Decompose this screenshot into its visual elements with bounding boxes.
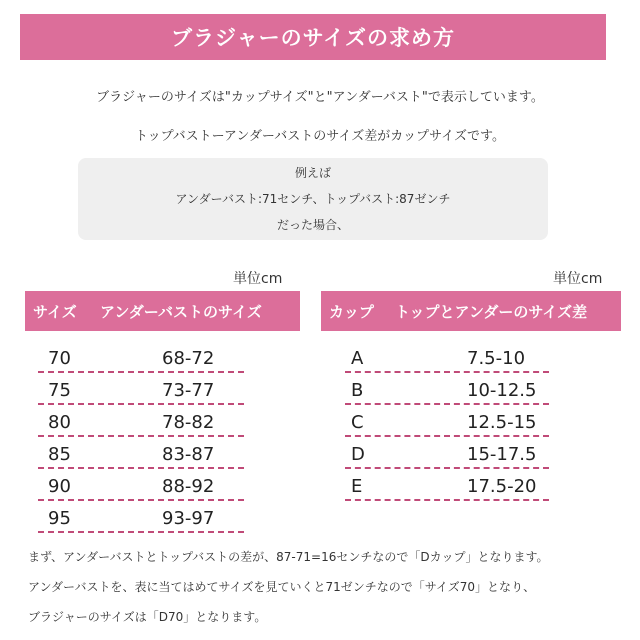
- header-size: サイズ: [33, 302, 77, 321]
- range-cell: 93-97: [162, 508, 215, 529]
- header-under: アンダーバストのサイズ: [100, 302, 262, 321]
- size-cell: 95: [48, 508, 71, 529]
- example-line-2: アンダーバスト:71センチ、トップバスト:87ゼンチ: [175, 192, 451, 206]
- unit-label-left: 単位cm: [233, 271, 283, 287]
- size-cell: 90: [48, 476, 71, 497]
- table-row: [38, 405, 244, 437]
- example-line-3: だった場合、: [276, 218, 349, 232]
- header-cup: カップ: [329, 302, 374, 321]
- title-banner: [20, 14, 606, 60]
- table-row: [345, 405, 549, 437]
- table-row: [345, 437, 549, 469]
- cup-cell: C: [351, 412, 364, 433]
- cup-cell: A: [351, 348, 364, 369]
- size-cell: 75: [48, 380, 71, 401]
- footer-line-3: ブラジャーのサイズは「D70」となります。: [28, 610, 267, 624]
- diff-cell: 17.5-20: [467, 476, 537, 497]
- unit-label-right: 単位cm: [553, 271, 603, 287]
- header-diff: トップとアンダーのサイズ差: [395, 302, 588, 321]
- table-row: [38, 341, 244, 373]
- table-row: [38, 437, 244, 469]
- diff-cell: 15-17.5: [467, 444, 537, 465]
- range-cell: 73-77: [162, 380, 215, 401]
- footer-line-2: アンダーバストを、表に当てはめてサイズを見ていくと71ゼンチなので「サイズ70」となり、: [28, 580, 536, 594]
- footer-line-1: まず、アンダーバストとトップバストの差が、87-71=16センチなので「Dカップ」となります。: [28, 550, 549, 564]
- page-title: ブラジャーのサイズの求め方: [171, 26, 455, 50]
- cup-table-header: [321, 291, 621, 331]
- example-line-1: 例えば: [294, 166, 331, 180]
- diff-cell: 7.5-10: [467, 348, 526, 369]
- size-cell: 80: [48, 412, 71, 433]
- table-row: [38, 469, 244, 501]
- diff-cell: 10-12.5: [467, 380, 537, 401]
- range-cell: 78-82: [162, 412, 215, 433]
- intro-line-2: トップバストーアンダーバストのサイズ差がカップサイズです。: [135, 129, 505, 144]
- cup-cell: B: [351, 380, 364, 401]
- range-cell: 68-72: [162, 348, 215, 369]
- example-box: [78, 158, 548, 240]
- diff-cell: 12.5-15: [467, 412, 537, 433]
- size-cell: 85: [48, 444, 71, 465]
- table-row: [345, 341, 549, 373]
- cup-cell: E: [351, 476, 363, 497]
- intro-line-1: ブラジャーのサイズは"カップサイズ"と"アンダーバスト"で表示しています。: [96, 90, 544, 105]
- table-row: [345, 469, 549, 501]
- cup-cell: D: [351, 444, 365, 465]
- size-cell: 70: [48, 348, 71, 369]
- table-row: [38, 501, 244, 533]
- range-cell: 83-87: [162, 444, 215, 465]
- table-row: [345, 373, 549, 405]
- under-table-header: [25, 291, 300, 331]
- range-cell: 88-92: [162, 476, 215, 497]
- table-row: [38, 373, 244, 405]
